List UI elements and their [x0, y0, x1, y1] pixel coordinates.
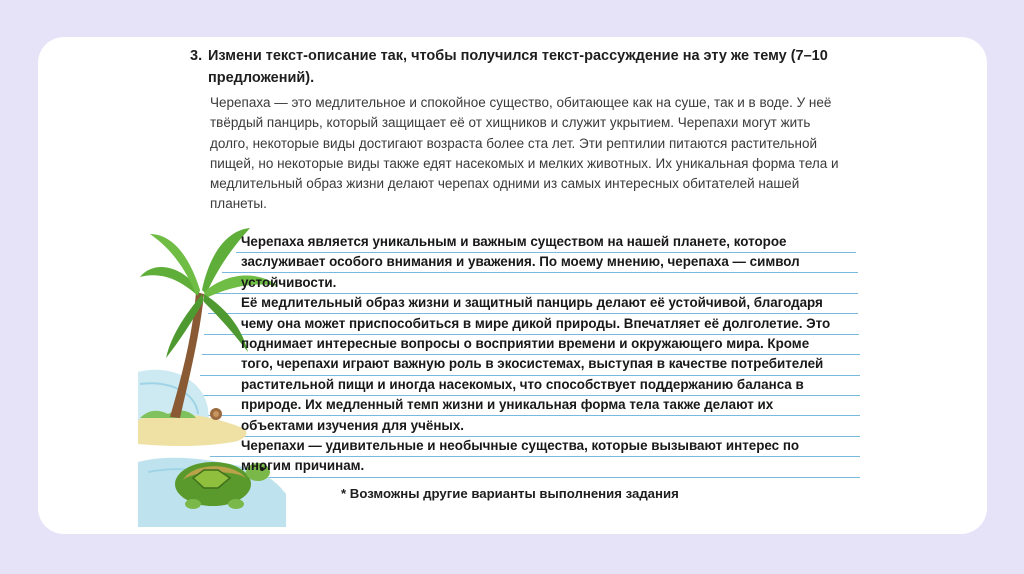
worksheet-card — [38, 37, 987, 534]
task-number: 3. — [190, 48, 203, 64]
footnote: * Возможны другие варианты выполнения задания — [341, 486, 679, 501]
answer-paragraph: Её медлительный образ жизни и защитный панцирь делают её устойчивой, благодаря чему она может приспособиться в мире дикой природы. Впечатляет её долголетие. Это поднимает интересные вопросы о восприятии времени и окружающего мира. Кроме того, черепахи играют важную роль в экосистемах, выступая в качестве потребителей растительной пищи и иногда насекомых, что способствует поддержанию баланса в природе. Их медленный темп жизни и уникальная форма тела также делают их объектами изучения для учёных. — [241, 295, 831, 433]
answer-text — [241, 232, 841, 477]
task-heading — [190, 45, 870, 89]
answer-paragraph: Черепаха является уникальным и важным существом на нашей планете, которое заслуживает особого внимания и уважения. По моему мнению, черепаха — символ устойчивости. — [241, 234, 800, 290]
task-text: Измени текст-описание так, чтобы получился текст-рассуждение на эту же тему (7–10 предложений). — [208, 48, 828, 86]
answer-paragraph: Черепахи — удивительные и необычные существа, которые вызывают интерес по многим причинам. — [241, 438, 800, 474]
ruled-line — [236, 477, 860, 478]
description-text: Черепаха — это медлительное и спокойное существо, обитающее как на суше, так и в воде. У неё твёрдый панцирь, который защищает её от хищников и служит укрытием. Черепахи могут жить долго, некоторые виды достигают возраста более ста лет. Эти рептилии питаются растительной пищей, но некоторые виды также едят насекомых и мелких животных. Их уникальная форма тела и медлительный образ жизни делают черепах одними из самых интересных обитателей нашей планеты. — [210, 95, 839, 212]
